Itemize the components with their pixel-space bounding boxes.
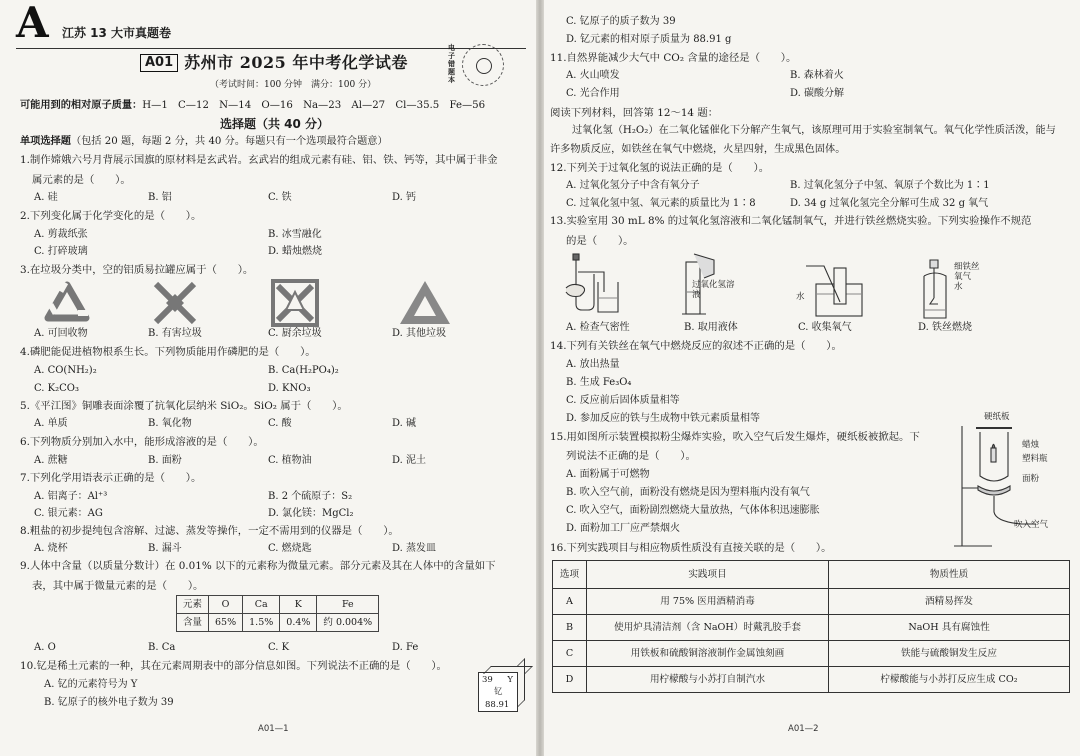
q3-option-d[interactable]: D. 其他垃圾 xyxy=(392,328,447,339)
right-page xyxy=(544,0,1080,756)
periodic-element-box xyxy=(478,672,518,712)
air-label: 吹入空气 xyxy=(1014,520,1049,530)
question-15-line2: 列说法不正确的是（ ）。 xyxy=(566,450,696,462)
table-row xyxy=(177,614,379,632)
question-1: 1.制作嫦娥六号月背展示国旗的原材料是玄武岩。玄武岩的组成元素有硅、铝、铁、钙等，其中属于非金 xyxy=(20,154,498,166)
exam-title-block xyxy=(140,53,408,73)
q7-option-b[interactable]: B. 2 个硫原子：S₂ xyxy=(268,491,353,502)
book-gutter xyxy=(536,0,544,756)
q11-option-c[interactable]: C. 光合作用 xyxy=(566,88,620,99)
q7-option-a[interactable]: A. 铝离子：Al⁺³ xyxy=(34,491,108,502)
table-row xyxy=(553,667,1070,693)
q15-option-d[interactable]: D. 面粉加工厂应严禁烟火 xyxy=(566,523,681,534)
table-cell: 铁能与硫酸铜发生反应 xyxy=(829,641,1070,667)
table-cell: 65% xyxy=(209,614,243,632)
table-cell: 0.4% xyxy=(280,614,317,632)
q1-option-a[interactable]: A. 硅 xyxy=(34,192,58,203)
series-letter: A xyxy=(16,0,49,47)
table-cell: 元素 xyxy=(177,596,209,614)
q7-option-c[interactable]: C. 银元素：AG xyxy=(34,508,103,519)
qr-label: 电子错题本 xyxy=(448,44,455,84)
q8-option-c[interactable]: C. 燃烧匙 xyxy=(268,543,312,554)
table-cell: Fe xyxy=(317,596,379,614)
q14-option-a[interactable]: A. 放出热量 xyxy=(566,359,620,370)
q2-option-c[interactable]: C. 打碎玻璃 xyxy=(34,246,88,257)
atomic-masses xyxy=(20,100,485,113)
question-2: 2.下列变化属于化学变化的是（ ）。 xyxy=(20,210,202,222)
q9-option-d[interactable]: D. Fe xyxy=(392,642,419,653)
q11-option-b[interactable]: B. 森林着火 xyxy=(790,70,844,81)
q13-option-b[interactable]: B. 取用液体 xyxy=(684,322,738,333)
table-cell: 酒精易挥发 xyxy=(829,589,1070,615)
table-header-row xyxy=(553,561,1070,589)
airtightness-check-figure xyxy=(564,252,624,322)
practice-property-table xyxy=(552,560,1070,693)
table-cell: 用柠檬酸与小苏打自制汽水 xyxy=(587,667,829,693)
q1-option-b[interactable]: B. 铝 xyxy=(148,192,172,203)
q11-option-a[interactable]: A. 火山喷发 xyxy=(566,70,620,81)
header-cell: 选项 xyxy=(553,561,587,589)
question-9: 9.人体中含量（以质量分数计）在 0.01% 以下的元素称为微量元素。部分元素及其在人体中的含量如下 xyxy=(20,560,496,572)
q3-option-a[interactable]: A. 可回收物 xyxy=(34,328,88,339)
question-11: 11.自然界能减少大气中 CO₂ 含量的途径是（ ）。 xyxy=(550,52,797,64)
q2-option-a[interactable]: A. 剪裁纸张 xyxy=(34,229,88,240)
element-content-table xyxy=(176,595,379,632)
atomic-mass: 88.91 xyxy=(485,700,510,710)
table-cell: C xyxy=(553,641,587,667)
instructions-text: （包括 20 题，每题 2 分，共 40 分。每题只有一个选项最符合题意） xyxy=(70,136,388,147)
kitchen-waste-icon xyxy=(270,278,320,332)
liquid-label: 过氧化氢溶液 xyxy=(692,280,735,300)
table-cell: D xyxy=(553,667,587,693)
q4-option-a[interactable]: A. CO(NH₂)₂ xyxy=(34,365,97,376)
question-9-line2: 表，其中属于微量元素的是（ ）。 xyxy=(32,580,204,592)
page-number: A01—1 xyxy=(258,724,289,734)
table-row xyxy=(177,596,379,614)
question-16: 16.下列实践项目与相应物质性质没有直接关联的是（ ）。 xyxy=(550,542,832,554)
q10-option-a[interactable]: A. 钇的元素符号为 Y xyxy=(44,679,138,690)
q12-option-b[interactable]: B. 过氧化氢分子中氢、氧原子个数比为 1∶1 xyxy=(790,180,990,191)
atomic-masses-values: H—1 C—12 N—14 O—16 Na—23 Al—27 Cl—35.5 Fe—56 xyxy=(142,100,486,111)
q6-option-c[interactable]: C. 植物油 xyxy=(268,455,312,466)
q12-option-a[interactable]: A. 过氧化氢分子中含有氧分子 xyxy=(566,180,700,191)
q7-option-d[interactable]: D. 氯化镁：MgCl₂ xyxy=(268,508,354,519)
question-13-line2: 的是（ ）。 xyxy=(566,235,634,247)
q4-option-c[interactable]: C. K₂CO₃ xyxy=(34,383,79,394)
question-6: 6.下列物质分别加入水中，能形成溶液的是（ ）。 xyxy=(20,436,264,448)
water2-label: 水 xyxy=(954,282,963,292)
q10-option-b[interactable]: B. 钇原子的核外电子数为 39 xyxy=(44,697,174,708)
q6-option-d[interactable]: D. 泥土 xyxy=(392,455,427,466)
q8-option-b[interactable]: B. 漏斗 xyxy=(148,543,182,554)
hazardous-waste-icon xyxy=(150,278,200,332)
table-cell: O xyxy=(209,596,243,614)
fig-d-labels xyxy=(954,262,980,292)
reading-intro: 阅读下列材料，回答第 12～14 题： xyxy=(550,107,719,119)
q5-option-d[interactable]: D. 碱 xyxy=(392,418,417,429)
bottle-label: 塑料瓶 xyxy=(1022,454,1048,464)
q4-option-d[interactable]: D. KNO₃ xyxy=(268,383,311,394)
water-label: 水 xyxy=(796,292,805,302)
q5-option-b[interactable]: B. 氧化物 xyxy=(148,418,192,429)
q15-option-c[interactable]: C. 吹入空气，面粉剧烈燃烧大量放热，气体体积迅速膨胀 xyxy=(566,505,820,516)
instructions xyxy=(20,136,388,149)
atomic-number: 39 xyxy=(482,675,493,685)
q9-option-a[interactable]: A. O xyxy=(34,642,56,653)
q15-option-b[interactable]: B. 吹入空气前，面粉没有燃烧是因为塑料瓶内没有氧气 xyxy=(566,487,810,498)
q13-option-a[interactable]: A. 检查气密性 xyxy=(566,322,630,333)
header-cell: 物质性质 xyxy=(829,561,1070,589)
q12-option-c[interactable]: C. 过氧化氢中氢、氧元素的质量比为 1∶8 xyxy=(566,198,756,209)
q14-option-b[interactable]: B. 生成 Fe₃O₄ xyxy=(566,377,632,388)
table-cell: 使用炉具清洁剂（含 NaOH）时戴乳胶手套 xyxy=(587,615,829,641)
table-cell: B xyxy=(553,615,587,641)
q10-option-d[interactable]: D. 钇元素的相对原子质量为 88.91 g xyxy=(566,34,732,45)
q15-option-a[interactable]: A. 面粉属于可燃物 xyxy=(566,469,650,480)
q8-option-d[interactable]: D. 蒸发皿 xyxy=(392,543,437,554)
q5-option-a[interactable]: A. 单质 xyxy=(34,418,68,429)
element-name: 钇 xyxy=(494,687,503,697)
q9-option-b[interactable]: B. Ca xyxy=(148,642,176,653)
table-cell: 柠檬酸能与小苏打反应生成 CO₂ xyxy=(829,667,1070,693)
q12-option-d[interactable]: D. 34 g 过氧化氢完全分解可生成 32 g 氧气 xyxy=(790,198,989,209)
table-cell: 含量 xyxy=(177,614,209,632)
exam-title: 苏州市 2025 年中考化学试卷 xyxy=(184,53,408,72)
question-12: 12.下列关于过氧化氢的说法正确的是（ ）。 xyxy=(550,162,770,174)
instructions-label: 单项选择题 xyxy=(20,136,71,147)
question-3: 3.在垃圾分类中，空的铝质易拉罐应属于（ ）。 xyxy=(20,264,254,276)
question-15: 15.用如图所示装置模拟粉尘爆炸实验，吹入空气后发生爆炸，硬纸板被掀起。下 xyxy=(550,431,920,443)
question-8: 8.粗盐的初步提纯包含溶解、过滤、蒸发等操作，一定不需用到的仪器是（ ）。 xyxy=(20,525,399,537)
iron-wire-burning-figure xyxy=(916,258,952,326)
q6-option-b[interactable]: B. 面粉 xyxy=(148,455,182,466)
q5-option-c[interactable]: C. 酸 xyxy=(268,418,292,429)
page-number: A01—2 xyxy=(788,724,819,734)
flour-label: 面粉 xyxy=(1022,474,1040,484)
table-row xyxy=(553,641,1070,667)
q4-option-b[interactable]: B. Ca(H₂PO₄)₂ xyxy=(268,365,339,376)
table-cell: 用铁板和硫酸铜溶液制作金属蚀刻画 xyxy=(587,641,829,667)
table-cell: Ca xyxy=(243,596,280,614)
reading-passage: 过氧化氢（H₂O₂）在二氧化锰催化下分解产生氧气，该原理可用于实验室制氧气。氧气化学性质活泼，能与许多物质反应，如铁丝在氧气中燃烧，火星四射，生成黑色固体。 xyxy=(550,125,1056,155)
table-cell: 约 0.004% xyxy=(317,614,379,632)
q9-option-c[interactable]: C. K xyxy=(268,642,290,653)
atomic-masses-label: 可能用到的相对原子质量： xyxy=(20,100,143,111)
element-symbol: Y xyxy=(507,675,513,685)
table-cell: 用 75% 医用酒精消毒 xyxy=(587,589,829,615)
q14-option-c[interactable]: C. 反应前后固体质量相等 xyxy=(566,395,680,406)
question-13: 13.实验室用 30 mL 8% 的过氧化氢溶液和二氧化锰制氧气，并进行铁丝燃烧实验。下列实验操作不规范 xyxy=(550,215,1032,227)
candle-label: 蜡烛 xyxy=(1022,440,1040,450)
qr-code-icon[interactable] xyxy=(462,44,504,86)
series-label: 江苏 13 大市真题卷 xyxy=(62,26,172,40)
question-4: 4.磷肥能促进植物根系生长。下列物质能用作磷肥的是（ ）。 xyxy=(20,346,316,358)
q10-option-c[interactable]: C. 钇原子的质子数为 39 xyxy=(566,16,676,27)
question-14: 14.下列有关铁丝在氧气中燃烧反应的叙述不正确的是（ ）。 xyxy=(550,340,842,352)
q13-option-c[interactable]: C. 收集氧气 xyxy=(798,322,852,333)
q3-option-c[interactable]: C. 厨余垃圾 xyxy=(268,328,322,339)
collect-oxygen-figure xyxy=(806,262,866,324)
table-cell: K xyxy=(280,596,317,614)
q1-option-d[interactable]: D. 钙 xyxy=(392,192,417,203)
q8-option-a[interactable]: A. 烧杯 xyxy=(34,543,68,554)
q1-option-c[interactable]: C. 铁 xyxy=(268,192,292,203)
q2-option-b[interactable]: B. 冰雪融化 xyxy=(268,229,322,240)
q14-option-d[interactable]: D. 参加反应的铁与生成物中铁元素质量相等 xyxy=(566,413,761,424)
q6-option-a[interactable]: A. 蔗糖 xyxy=(34,455,68,466)
table-cell: NaOH 具有腐蚀性 xyxy=(829,615,1070,641)
header-cell: 实践项目 xyxy=(587,561,829,589)
table-cell: A xyxy=(553,589,587,615)
q3-option-b[interactable]: B. 有害垃圾 xyxy=(148,328,202,339)
table-row xyxy=(553,589,1070,615)
left-page xyxy=(0,0,536,756)
other-waste-icon xyxy=(398,278,452,332)
question-10: 10.钇是稀土元素的一种，其在元素周期表中的部分信息如图。下列说法不正确的是（ ）。 xyxy=(20,660,447,672)
question-7: 7.下列化学用语表示正确的是（ ）。 xyxy=(20,472,202,484)
question-1-line2: 属元素的是（ ）。 xyxy=(32,174,131,186)
recycle-icon xyxy=(42,280,92,328)
board-label: 硬纸板 xyxy=(984,412,1010,422)
table-row xyxy=(553,615,1070,641)
table-cell: 1.5% xyxy=(243,614,280,632)
q11-option-d[interactable]: D. 碳酸分解 xyxy=(790,88,845,99)
wire-label: 细铁丝 xyxy=(954,262,980,272)
oxygen-label: 氧气 xyxy=(954,272,972,282)
q2-option-d[interactable]: D. 蜡烛燃烧 xyxy=(268,246,323,257)
q13-option-d[interactable]: D. 铁丝燃烧 xyxy=(918,322,973,333)
section-title: 选择题（共 40 分） xyxy=(220,117,330,131)
question-5: 5.《平江图》铜雕表面涂覆了抗氧化层纳米 SiO₂。SiO₂ 属于（ ）。 xyxy=(20,400,348,412)
exam-info: （考试时间：100 分钟 满分：100 分） xyxy=(210,80,377,90)
exam-code: A01 xyxy=(140,54,178,72)
